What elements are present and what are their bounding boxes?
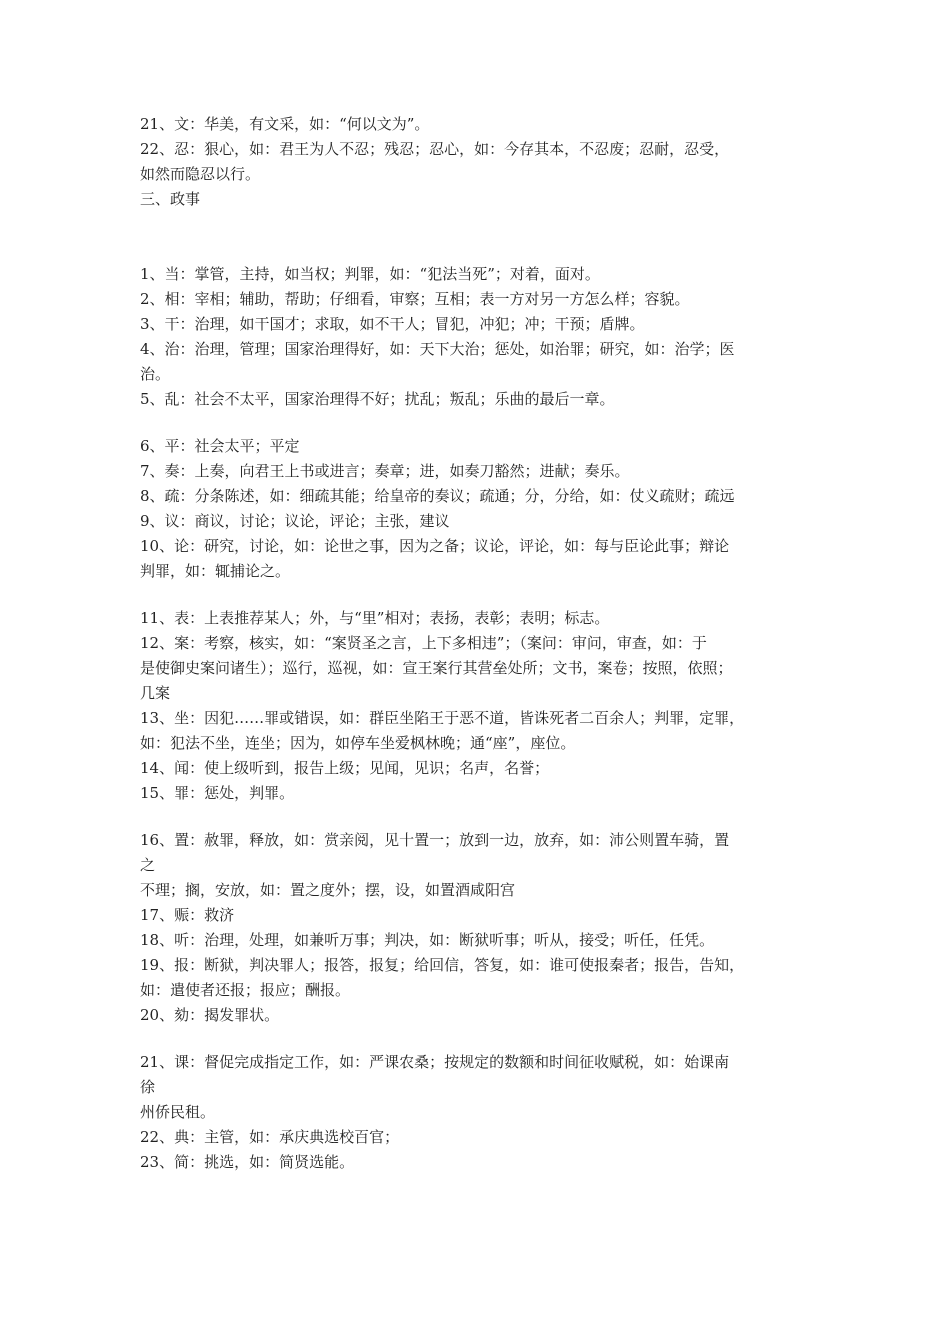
text-line: 如：犯法不坐，连坐；因为，如停车坐爱枫林晚；通“座”，座位。 [140,734,576,752]
text-line: 20、劾：揭发罪状。 [140,1006,280,1024]
paragraph-block [140,112,830,212]
paragraph-block [140,828,830,1028]
spacer [140,806,830,828]
text-line: 17、赈：救济 [140,906,235,924]
text-line: 州侨民租。 [140,1103,216,1121]
text-line: 23、简：挑选，如：简贤选能。 [140,1153,355,1171]
text-line: 2、相：宰相；辅助，帮助；仔细看，审察；互相；表一方对另一方怎么样；容貌。 [140,290,690,308]
text-line: 3、干：治理，如干国才；求取，如不干人；冒犯，冲犯；冲；干预；盾牌。 [140,315,645,333]
text-line: 8、疏：分条陈述，如：细疏其能；给皇帝的奏议；疏通；分，分给，如：仗义疏财；疏远 [140,487,735,505]
text-line: 9、议：商议，讨论；议论，评论；主张，建议 [140,512,450,530]
text-line: 不理；搁，安放，如：置之度外；摆，设，如置酒咸阳宫 [140,881,516,899]
text-line: 13、坐：因犯……罪或错误，如：群臣坐陷王于恶不道，皆诛死者二百余人；判罪，定罪， [140,709,745,727]
text-line: 6、平：社会太平；平定 [140,437,300,455]
text-line: 15、罪：惩处，判罪。 [140,784,295,802]
text-line: 16、置：赦罪，释放，如：赏亲阅，见十置一；放到一边，放弃，如：沛公则置车骑，置 [140,831,730,849]
spacer [140,212,830,262]
text-line: 22、忍：狠心，如：君王为人不忍；残忍；忍心，如：今存其本，不忍废；忍耐，忍受， [140,140,730,158]
text-line: 判罪，如：辄捕论之。 [140,562,291,580]
text-line: 11、表：上表推荐某人；外，与“里”相对；表扬，表彰；表明；标志。 [140,609,610,627]
text-line: 之 [140,856,156,874]
text-line: 如然而隐忍以行。 [140,165,261,183]
spacer [140,412,830,434]
text-line: 1、当：掌管，主持，如当权；判罪，如：“犯法当死”；对着，面对。 [140,265,600,283]
document-body [140,112,830,1175]
text-line: 10、论：研究，讨论，如：论世之事，因为之备；议论，评论，如：每与臣论此事；辩论 [140,537,730,555]
text-line: 12、案：考察，核实，如：“案贤圣之言，上下多相违”；（案问：审问，审查，如：于 [140,634,707,652]
text-line: 21、文：华美，有文采，如：“何以文为”。 [140,115,430,133]
paragraph-block [140,606,830,806]
text-line: 18、听：治理，处理，如兼听万事；判决，如：断狱听事；听从，接受；听任，任凭。 [140,931,715,949]
text-line: 19、报：断狱，判决罪人；报答，报复；给回信，答复，如：谁可使报秦者；报告，告知， [140,956,745,974]
text-line: 7、奏：上奏，向君王上书或进言；奏章；进，如奏刀豁然；进献；奏乐。 [140,462,630,480]
text-line: 22、典：主管，如：承庆典选校百官； [140,1128,400,1146]
text-line: 5、乱：社会不太平，国家治理得不好；扰乱；叛乱；乐曲的最后一章。 [140,390,615,408]
paragraph-block [140,434,830,584]
text-line: 4、治：治理，管理；国家治理得好，如：天下大治；惩处，如治罪；研究，如：治学；医 [140,340,735,358]
text-line: 是使御史案问诸生）；巡行，巡视，如：宣王案行其营垒处所；文书，案卷；按照，依照； [140,659,733,677]
spacer [140,1028,830,1050]
text-line: 14、闻：使上级听到，报告上级；见闻，见识；名声，名誉； [140,759,550,777]
text-line: 如：遣使者还报；报应；酬报。 [140,981,351,999]
paragraph-block [140,262,830,412]
section-heading: 三、政事 [140,190,201,208]
spacer [140,584,830,606]
text-line: 几案 [140,684,171,702]
paragraph-block [140,1050,830,1175]
text-line: 徐 [140,1078,156,1096]
text-line: 21、课：督促完成指定工作，如：严课农桑；按规定的数额和时间征收赋税，如：始课南 [140,1053,730,1071]
text-line: 治。 [140,365,171,383]
